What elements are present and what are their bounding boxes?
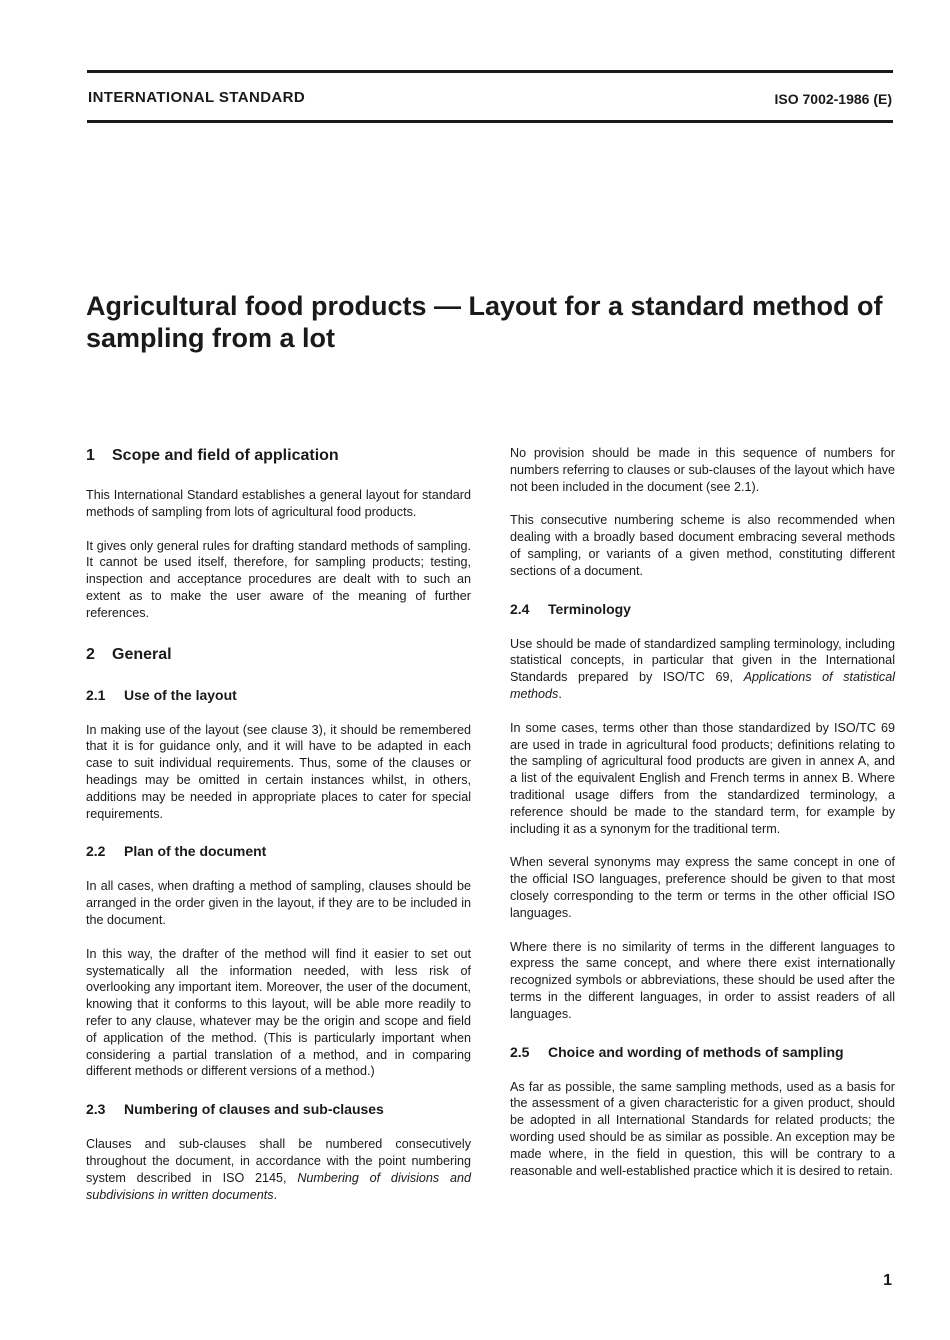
section-2-2-heading xyxy=(86,842,471,861)
subsection-number: 2.4 xyxy=(510,600,530,617)
section-1-heading xyxy=(86,445,471,467)
section-2-4-paragraph-3: When several synonyms may express the same concept in one of the official ISO languages, preference should be given to that most closely corresponding to the term or terms in the other official ISO languages. xyxy=(510,855,895,920)
header-document-type: INTERNATIONAL STANDARD xyxy=(88,89,306,106)
text-run: . xyxy=(558,686,562,701)
subsection-title: Plan of the document xyxy=(124,843,267,860)
document-title: Agricultural food products — Layout for a standard method of sampling from a lot xyxy=(86,291,883,353)
right-column xyxy=(510,445,895,1196)
section-2-heading xyxy=(86,644,471,666)
page-number: 1 xyxy=(883,1272,892,1289)
section-2-5-heading xyxy=(510,1043,895,1062)
section-number: 1 xyxy=(86,447,95,464)
subsection-title: Numbering of clauses and sub-clauses xyxy=(124,1101,384,1118)
section-2-3-paragraph-1 xyxy=(86,1136,471,1203)
text-run: Use should be made of standardized sampling terminology, including statistical concepts, in particular that given in the International Standards prepared by ISO/TC 69, xyxy=(510,636,895,685)
section-2-5-paragraph-1: As far as possible, the same sampling methods, used as a basis for the assessment of a given characteristic for a given product, should be adopted in all International Standards for related products; the wording used should be as similar as possible. An exception may be made where, in the field in question, this will be contrary to a reasonable and well-established practice which it is desired to retain. xyxy=(510,1079,895,1178)
section-2-4-paragraph-1 xyxy=(510,636,895,703)
section-number: 2 xyxy=(86,645,95,663)
section-1-paragraph-1: This International Standard establishes a general layout for standard methods of sampling from lots of agricultural food products. xyxy=(86,488,471,519)
text-run: . xyxy=(273,1187,278,1202)
numbering-paragraph-1: No provision should be made in this sequence of numbers for numbers referring to clauses or sub-clauses of the layout which have not been included in the document (see 2.1). xyxy=(510,446,895,494)
subsection-number: 2.5 xyxy=(510,1043,530,1060)
numbering-paragraph-2: This consecutive numbering scheme is also recommended when dealing with a broadly based document embracing several methods of sampling, or variants of a given method, constituting different sections of a document. xyxy=(510,513,895,578)
subsection-title: Use of the layout xyxy=(124,686,237,703)
section-2-1-paragraph-1: In making use of the layout (see clause 3), it should be remembered that it is for guidance only, and it will have to be adapted in each case to suit individual requirements. Thus, some of the clauses or headings may be omitted in certain instances whilst, in others, additions may be needed in appropriate places to cater for special requirements. xyxy=(86,722,471,821)
text-run: Clauses and sub-clauses shall be numbered consecutively throughout the document, in accordance with the point numbering system described in ISO 2145, xyxy=(86,1137,471,1185)
subsection-title: Choice and wording of methods of sampling xyxy=(548,1043,844,1060)
section-title: General xyxy=(112,645,172,663)
section-2-2-paragraph-2: In this way, the drafter of the method will find it easier to set out systematically all the information needed, with less risk of overlooking any important item. Moreover, the user of the document, knowing that it conforms to this layout, will be able more readily to refer to any clause, whatever may be the origin and scope and field of application of the method. (This is particularly important when considering a partial translation of a method, and in comparing different methods or different versions of a method.) xyxy=(86,946,471,1079)
referenced-document-title: Numbering of divisions and subdivisions in written documents xyxy=(86,1170,472,1202)
section-2-4-heading xyxy=(510,600,895,619)
header-rule-bottom xyxy=(87,120,893,123)
header-rule-top xyxy=(87,70,893,73)
subsection-number: 2.1 xyxy=(86,686,106,703)
section-2-2-paragraph-1: In all cases, when drafting a method of sampling, clauses should be arranged in the order given in the layout, if they are to be included in the document. xyxy=(86,879,471,927)
left-column xyxy=(86,445,471,1220)
subsection-number: 2.2 xyxy=(86,843,106,860)
section-2-3-heading xyxy=(86,1100,471,1119)
section-1-paragraph-2: It gives only general rules for drafting standard methods of sampling. It cannot be used itself, therefore, for sampling products; testing, inspection and acceptance procedures are dealt with to such an extent as to make the user aware of the meaning of further references. xyxy=(86,538,471,620)
section-2-4-paragraph-4: Where there is no similarity of terms in the different languages to express the same concept, and where there exist internationally recognized symbols or abbreviations, these should be used after the terms in the different languages, in order to assist readers of all languages. xyxy=(510,939,895,1021)
subsection-title: Terminology xyxy=(548,600,631,617)
section-2-4-paragraph-2: In some cases, terms other than those standardized by ISO/TC 69 are used in trade in agricultural food products; definitions relating to the sampling of agricultural food products are given in annex A, and a list of the equivalent English and French terms in annex B. Where traditional usage differs from the standardized terminology, a reference should be made to the standard term, for example by including it as a synonym for the traditional term. xyxy=(510,720,895,836)
header-standard-number: ISO 7002-1986 (E) xyxy=(774,91,892,107)
subsection-number: 2.3 xyxy=(86,1101,106,1118)
referenced-committee-title: Applications of statistical methods xyxy=(510,670,896,701)
section-title: Scope and field of application xyxy=(112,447,339,464)
section-2-1-heading xyxy=(86,686,471,705)
